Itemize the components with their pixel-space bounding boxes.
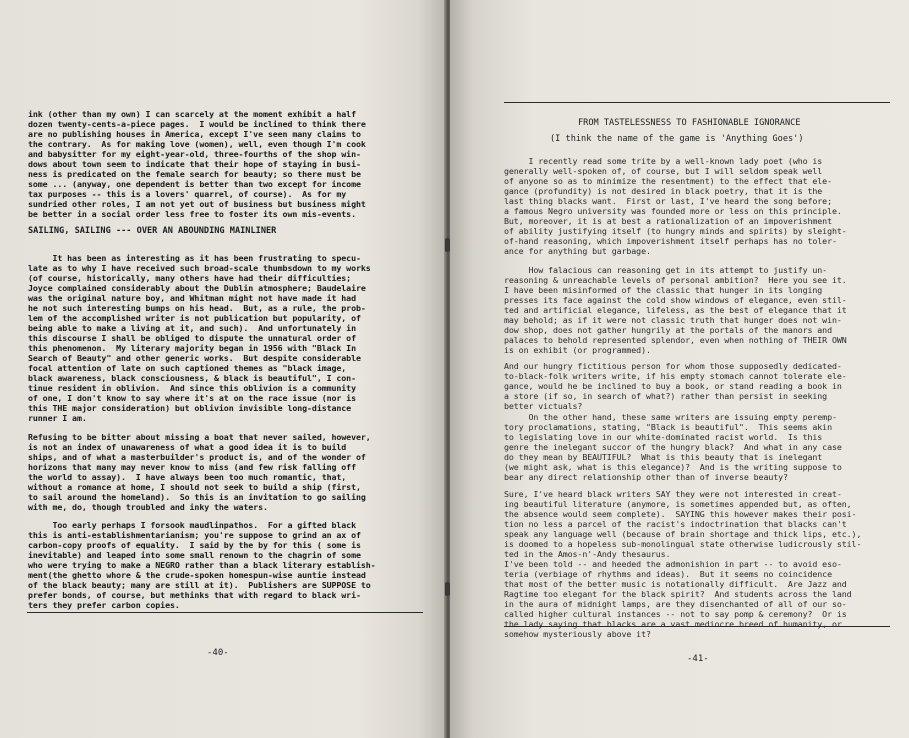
left-paragraph-4: Too early perhaps I forsook maudlinpathos. For a gifted black this is anti-establishmentarianism; you're suppose to grind an ax of carbon-copy proofs of equality. I said by the by for this ( some is inevitable) and leaped into some small renown to the chagrin of some who were trying to make a NEGRO rather than a black literary establish- ment(the ghetto whore & the crude-spoken homespun-wise auntie instead of the black beauty; many are still at it). Publishers are SUPPOSE to prefer bonds, of course, but methinks that with regard to black wri- ters they prefer carbon copies.	[28, 520, 376, 610]
left-page	[0, 0, 446, 738]
right-page-title: FROM TASTELESSNESS TO FASHIONABLE IGNORANCE	[578, 118, 801, 128]
right-paragraph-6: I've been told -- and heeded the admonishion in part -- to avoid eso- teria (verbiage of rhythms and ideas). But it seems no coincidence that most of the better music is notationally difficult. Are Jazz and Ragtime too elegant for the black spirit? And students across the land in the aura of midnight lamps, are they disenchanted of all of our so- called higher cultural instances -- not to say pomp & ceremony? Or is the lady saying that blacks are a vast mediocre breed of humanity, or somehow mysteriously above it?	[504, 559, 852, 639]
right-bottom-rule	[504, 626, 890, 627]
left-page-number: -40-	[207, 648, 229, 658]
right-paragraph-5: Sure, I've heard black writers SAY they were not interested in creat- ing beautiful literature (anymore, is sometimes appended but, as often, the absence would seem complete). SAYING this however makes their posi- tion no less a parcel of the racist's indoctrination that blacks can't speak any language well (because of brain shortage and thick lips, etc.), is doomed to a hopeless sub-monolingual state otherwise ludicrously stil- ted in the Amos-n'-Andy thesaurus.	[504, 489, 862, 559]
left-section-heading: SAILING, SAILING --- OVER AN ABOUNDING MAINLINER	[28, 226, 277, 236]
right-page-number: -41-	[687, 654, 709, 664]
left-paragraph-top: ink (other than my own) I can scarcely at the moment exhibit a half dozen twenty-cents-a-piece pages. I would be inclined to think there are no publishing houses in America, except I've seen many claims to the contrary. As for making love (women), well, even though I'm cook and babysitter for my eight-year-old, three-fourths of the shop win- dows about town seem to indicate that their hope of staying in busi- ness is predicated on the female search for beauty; so there must be some ... (anyway, one dependent is better than two except for income tax purposes -- this is a lovers' quarrel, of course). As for my sundried other roles, I am not yet out of business but business might be better in a social order less free to foster its own mis-events.	[28, 109, 366, 219]
right-paragraph-1: I recently read some trite by a well-known lady poet (who is generally well-spoken of, of course, but I will seldom speak well of anyone so as to minimize the resentment) to the effect that ele- gance (profundity) is not desired in black poetry, that it is the last thing blacks want. First or last, I've heard the song before; a famous Negro university was founded more or less on this principle. But, moreover, it is at best a rationalization of an impoverishment of ability justifying itself (to hungry minds and spirits) by sleight- of-hand reasoning, which impoverishment itself perhaps has no toler- ance for anything but garbage.	[504, 156, 847, 256]
right-page-subtitle: (I think the name of the game is 'Anything Goes')	[550, 134, 804, 144]
right-paragraph-3: And our hungry fictitious person for whom those supposedly dedicated- to-black-folk writers write, if his empty stomach cannot tolerate ele- gance, would he be inclined to buy a book, or stand reading a book in a store (if so, in search of what?) rather than persist in seeking better victuals?	[504, 361, 847, 411]
right-paragraph-2: How falacious can reasoning get in its attempt to justify un- reasoning & unreachable levels of personal ambition? Here you see it. I have been misinformed of the classic that hunger in its longing presses its face against the cold show windows of elegance, even stil- ted and artificial elegance, lifeless, as the best of elegance that it may behold; as if it were not classic truth that hunger does not win- dow shop, does not gather hungrily at the portals of the manors and palaces to behold represented splendor, even when nothing of THEIR OWN is on exhibit (or programmed).	[504, 265, 847, 355]
left-paragraph-2: It has been as interesting as it has been frustrating to specu- late as to why I have received such broad-scale thumbsdown to my works (of course, historically, many others have had their difficulties; Joyce complained considerably about the Dublin atmosphere; Baudelaire was the original nature boy, and Whitman might not have made it had he not such interesting bumps on his head. But, as a rule, the prob- lem of the accomplished writer is not publication but popularity, of being able to make a living at it, and such). And unfortunately in this discourse I shall be obliged to dispute the unnatural order of this phenomenon. My literary majority began in 1956 with "Black In Search of Beauty" and other generic works. But despite considerable focal attention of late on such captioned themes as "black image, black awareness, black consciousness, & black is beautiful", I con- tinue resident in oblivion. And since this oblivion is a community of one, I don't know to say where it's at on the race issue (nor is this THE major consideration) but oblivion invisible long-distance runner I am.	[28, 253, 371, 423]
right-page	[450, 0, 909, 738]
right-paragraph-4: On the other hand, these same writers are issuing empty peremp- tory proclamations, stating, "Black is beautiful". This seems akin to legislating love in our white-dominated racist world. Is this genre the inelegant succor of the hungry black? And what in any case do they mean by BEAUTIFUL? What is this beauty that is inelegant (we might ask, what is this elegance)? And is the writing suppose to bear any direct relationship other than of inverse beauty?	[504, 412, 842, 482]
left-paragraph-3: Refusing to be bitter about missing a boat that never sailed, however, is not an index of unawareness of what a good idea it is to build ships, and of what a masterbuilder's product is, and of the wonder of horizons that many may never know to miss (and few risk falling off the world to assay). I have always been too much romantic, that, without a romance at home, I should not seek to build a ship (first, to sail around the homeland). So this is an invitation to go sailing with me, do, though troubled and inky the waters.	[28, 432, 371, 512]
left-bottom-rule	[27, 612, 423, 613]
right-top-rule	[504, 102, 890, 103]
